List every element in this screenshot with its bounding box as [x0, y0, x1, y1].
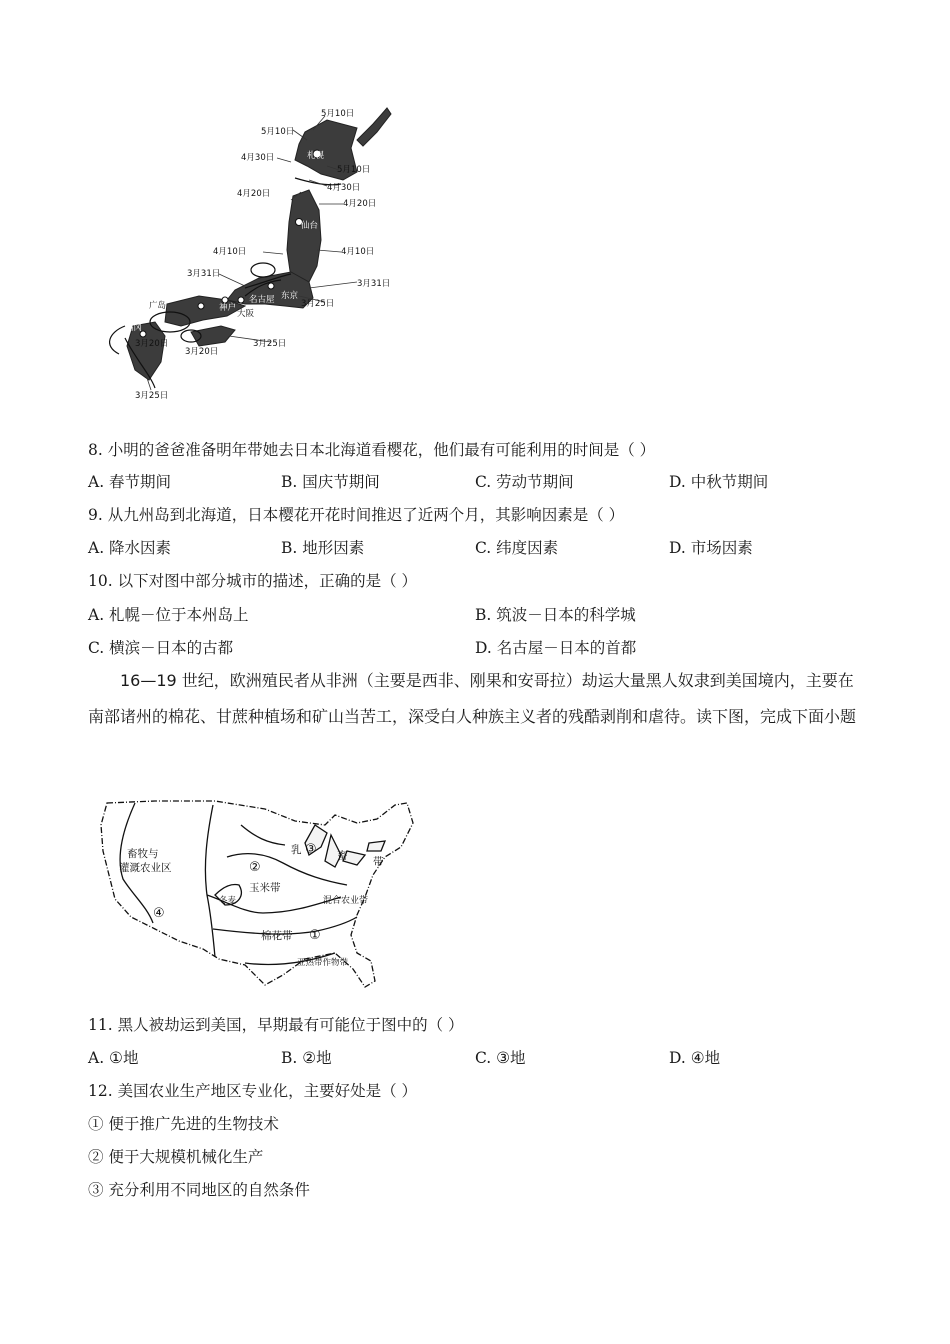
q10-option-a: A. 札幌－位于本州岛上	[88, 606, 249, 624]
q11-option-a: A. ①地	[88, 1049, 139, 1067]
q9-option-d: D. 市场因素	[669, 539, 753, 557]
q8-option-a: A. 春节期间	[88, 473, 172, 491]
q9-option-b: B. 地形因素	[281, 539, 365, 557]
japan-map-label: 4月10日	[213, 247, 247, 257]
japan-map-label: 3月25日	[135, 391, 169, 401]
japan-map-label: 3月31日	[357, 279, 391, 289]
question-8-stem: 8. 小明的爸爸准备明年带她去日本北海道看樱花，他们最有可能利用的时间是（ ）	[88, 441, 656, 459]
q12-statement-1: ① 便于推广先进的生物技术	[88, 1115, 279, 1133]
usa-map-label-grazing: 灌溉农业区	[119, 862, 172, 874]
japan-map-label: 仙台	[301, 221, 319, 231]
japan-map-label: 5月10日	[261, 127, 295, 137]
q11-option-c: C. ③地	[475, 1049, 526, 1067]
japan-map-label: 3月25日	[301, 299, 335, 309]
japan-map-label: 4月30日	[241, 153, 275, 163]
usa-map-label-dairy: 带	[373, 856, 384, 868]
japan-map-label: 5月10日	[321, 109, 355, 119]
q12-statement-2: ② 便于大规模机械化生产	[88, 1148, 264, 1166]
usa-map-label-dairy: 畜	[337, 850, 348, 862]
q8-option-b: B. 国庆节期间	[281, 473, 380, 491]
japan-map-label: 4月10日	[341, 247, 375, 257]
usa-map-marker-2: ②	[249, 860, 261, 875]
japan-map-label: 5月10日	[337, 165, 371, 175]
question-12-stem: 12. 美国农业生产地区专业化，主要好处是（ ）	[88, 1082, 418, 1100]
japan-map-label: 札幌	[307, 151, 325, 161]
japan-map-label: 4月20日	[343, 199, 377, 209]
japan-map-label: 福冈	[125, 323, 143, 333]
q9-option-c: C. 纬度因素	[475, 539, 559, 557]
q8-option-d: D. 中秋节期间	[669, 473, 769, 491]
q10-option-c: C. 横滨－日本的古都	[88, 639, 234, 657]
usa-map-label-subtropical: 亚热带作物带	[297, 958, 349, 968]
japan-map-label: 3月20日	[185, 347, 219, 357]
japan-map-label: 3月31日	[187, 269, 221, 279]
usa-map-marker-4: ④	[153, 906, 165, 921]
question-9-stem: 9. 从九州岛到北海道，日本樱花开花时间推迟了近两个月，其影响因素是（ ）	[88, 506, 625, 524]
q12-statement-3: ③ 充分利用不同地区的自然条件	[88, 1181, 310, 1199]
japan-map-label: 3月25日	[253, 339, 287, 349]
japan-map-label: 东京	[281, 291, 299, 301]
usa-map-label-wheat: 冬麦	[219, 896, 237, 906]
usa-map-marker-1: ①	[309, 928, 321, 943]
reading-passage	[88, 663, 868, 735]
japan-map-label: 神户	[219, 303, 237, 313]
japan-map-label: 大阪	[237, 309, 255, 319]
passage-text: 16—19 世纪，欧洲殖民者从非洲（主要是西非、刚果和安哥拉）劫运大量黑人奴隶到美国境内，主要在南部诸州的棉花、甘蔗种植场和矿山当苦工，深受白人种族主义者的残酷剥削和虐待。读下图，完成下面小题	[88, 671, 857, 726]
japan-map-label: 广岛	[149, 301, 167, 311]
q10-option-d: D. 名古屋－日本的首都	[475, 639, 637, 657]
q11-option-b: B. ②地	[281, 1049, 332, 1067]
japan-map-label: 3月20日	[135, 339, 169, 349]
usa-map-label-grazing: 畜牧与	[127, 848, 159, 860]
usa-agriculture-map	[95, 795, 425, 995]
q10-option-b: B. 筑波－日本的科学城	[475, 606, 636, 624]
usa-map-label-corn: 玉米带	[249, 882, 281, 894]
question-10-stem: 10. 以下对图中部分城市的描述，正确的是（ ）	[88, 572, 418, 590]
usa-map-label-dairy: 乳	[291, 844, 302, 856]
usa-map-marker-3: ③	[305, 842, 317, 857]
japan-map-label: 4月30日	[327, 183, 361, 193]
q11-option-d: D. ④地	[669, 1049, 721, 1067]
question-11-stem: 11. 黑人被劫运到美国，早期最有可能位于图中的（ ）	[88, 1016, 464, 1034]
usa-map-label-cotton: 棉花带	[261, 930, 293, 942]
q8-option-c: C. 劳动节期间	[475, 473, 574, 491]
japan-cherry-blossom-map	[95, 100, 405, 405]
japan-map-label: 4月20日	[237, 189, 271, 199]
usa-map-label-mixed: 混合农业带	[323, 896, 369, 906]
q9-option-a: A. 降水因素	[88, 539, 172, 557]
japan-map-label: 名古屋	[249, 295, 275, 305]
